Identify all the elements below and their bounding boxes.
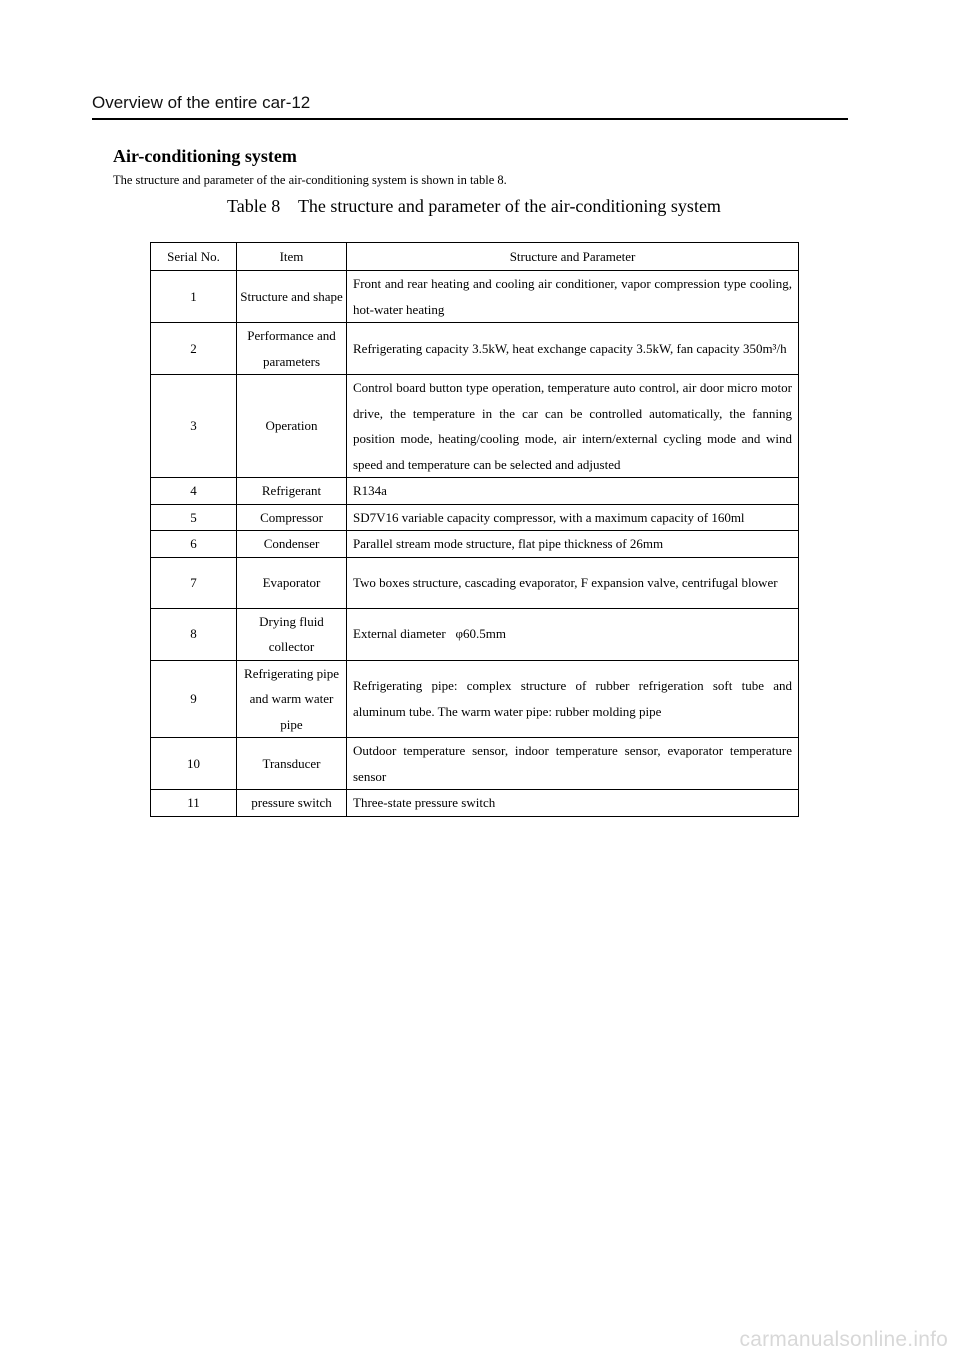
row-param: Front and rear heating and cooling air conditioner, vapor compression type cooling, hot-water heating <box>347 271 799 323</box>
header-serial-no: Serial No. <box>151 243 237 271</box>
table-row <box>151 478 799 505</box>
row-item: pressure switch <box>237 790 347 817</box>
watermark: carmanualsonline.info <box>739 1328 948 1351</box>
page-header: Overview of the entire car-12 <box>92 93 311 112</box>
row-item: Drying fluid collector <box>237 608 347 660</box>
table-caption: Table 8 The structure and parameter of the air-conditioning system <box>227 196 721 216</box>
row-param: R134a <box>347 478 799 505</box>
row-item: Operation <box>237 375 347 478</box>
table-row <box>151 504 799 531</box>
table-row <box>151 660 799 738</box>
row-serial: 9 <box>151 660 237 738</box>
table-row <box>151 531 799 558</box>
row-param: Three-state pressure switch <box>347 790 799 817</box>
row-param: Refrigerating pipe: complex structure of rubber refrigeration soft tube and aluminum tube. The warm water pipe: rubber molding pipe <box>347 660 799 738</box>
row-serial: 1 <box>151 271 237 323</box>
spec-table <box>150 242 799 817</box>
row-serial: 8 <box>151 608 237 660</box>
row-serial: 6 <box>151 531 237 558</box>
row-param: Two boxes structure, cascading evaporator, F expansion valve, centrifugal blower <box>347 557 799 608</box>
header-structure-parameter: Structure and Parameter <box>347 243 799 271</box>
row-param: Control board button type operation, temperature auto control, air door micro motor drive, the temperature in the car can be controlled automatically, the fanning position mode, heating/cooling mode, air intern/external cycling mode and wind speed and temperature can be selected and adjusted <box>347 375 799 478</box>
header-divider <box>92 118 848 120</box>
row-param: Parallel stream mode structure, flat pipe thickness of 26mm <box>347 531 799 558</box>
row-item: Refrigerating pipe and warm water pipe <box>237 660 347 738</box>
section-intro: The structure and parameter of the air-conditioning system is shown in table 8. <box>113 173 507 187</box>
row-serial: 3 <box>151 375 237 478</box>
row-param: External diameter φ60.5mm <box>347 608 799 660</box>
row-serial: 7 <box>151 557 237 608</box>
row-serial: 11 <box>151 790 237 817</box>
row-param: SD7V16 variable capacity compressor, with a maximum capacity of 160ml <box>347 504 799 531</box>
row-serial: 2 <box>151 323 237 375</box>
row-item: Structure and shape <box>237 271 347 323</box>
row-serial: 10 <box>151 738 237 790</box>
table-row <box>151 271 799 323</box>
row-serial: 4 <box>151 478 237 505</box>
row-item: Transducer <box>237 738 347 790</box>
row-param: Outdoor temperature sensor, indoor temperature sensor, evaporator temperature sensor <box>347 738 799 790</box>
table-row <box>151 608 799 660</box>
row-serial: 5 <box>151 504 237 531</box>
table-row <box>151 557 799 608</box>
table-row <box>151 323 799 375</box>
row-item: Refrigerant <box>237 478 347 505</box>
row-item: Condenser <box>237 531 347 558</box>
section-title: Air-conditioning system <box>113 146 297 166</box>
table-row <box>151 738 799 790</box>
table-row <box>151 790 799 817</box>
row-param: Refrigerating capacity 3.5kW, heat exchange capacity 3.5kW, fan capacity 350m³/h <box>347 323 799 375</box>
table-row <box>151 375 799 478</box>
table-header-row <box>151 243 799 271</box>
row-item: Compressor <box>237 504 347 531</box>
row-item: Performance and parameters <box>237 323 347 375</box>
row-item: Evaporator <box>237 557 347 608</box>
header-item: Item <box>237 243 347 271</box>
